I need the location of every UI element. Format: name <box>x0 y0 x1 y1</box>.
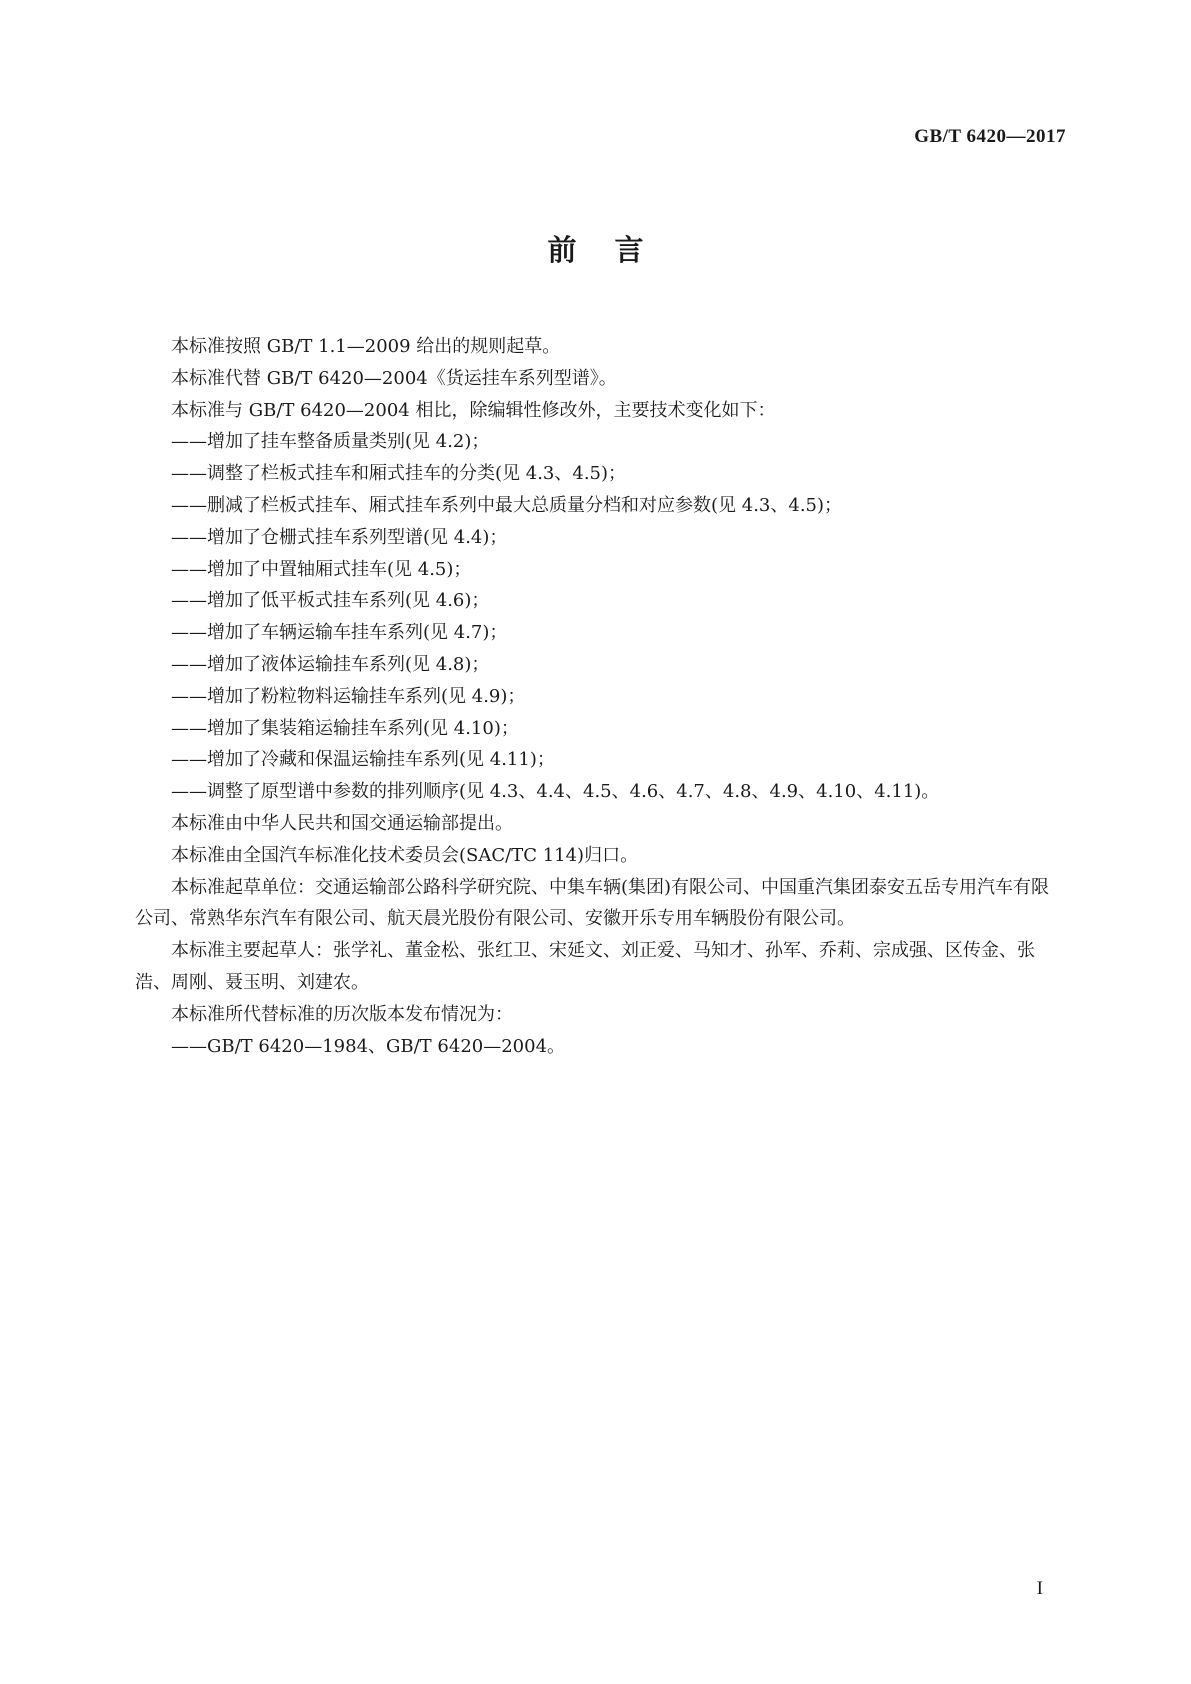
document-body <box>135 331 1059 1062</box>
change-list-item: ——删减了栏板式挂车、厢式挂车系列中最大总质量分档和对应参数(见 4.3、4.5)； <box>171 494 843 516</box>
change-list-item: ——调整了栏板式挂车和厢式挂车的分类(见 4.3、4.5)； <box>171 463 627 485</box>
standard-code: GB/T 6420—2017 <box>914 126 1066 147</box>
paragraph: 本标准代替 GB/T 6420—2004《货运挂车系列型谱》。 <box>171 367 617 389</box>
paragraph: 本标准所代替标准的历次版本发布情况为： <box>171 1003 513 1025</box>
change-list-item: ——调整了原型谱中参数的排列顺序(见 4.3、4.4、4.5、4.6、4.7、4.8、4.9、4.10、4.11)。 <box>171 781 940 803</box>
paragraph: 本标准与 GB/T 6420—2004 相比，除编辑性修改外，主要技术变化如下： <box>171 399 776 421</box>
drafting-units-paragraph: 本标准起草单位：交通运输部公路科学研究院、中集车辆(集团)有限公司、中国重汽集团泰安五岳专用汽车有限公司、常熟华东汽车有限公司、航天晨光股份有限公司、安徽开乐专用车辆股份有限公司。 <box>135 876 1050 930</box>
change-list-item: ——增加了液体运输挂车系列(见 4.8)； <box>171 653 490 675</box>
paragraph: 本标准由全国汽车标准化技术委员会(SAC/TC 114)归口。 <box>171 844 639 866</box>
page-number: I <box>1036 1578 1043 1599</box>
change-list-item: ——增加了车辆运输车挂车系列(见 4.7)； <box>171 622 508 644</box>
change-list-item: ——增加了中置轴厢式挂车(见 4.5)； <box>171 558 472 580</box>
paragraph: 本标准由中华人民共和国交通运输部提出。 <box>171 812 513 834</box>
page-title: 前言 <box>547 233 682 267</box>
version-history-item: ——GB/T 6420—1984、GB/T 6420—2004。 <box>171 1035 566 1057</box>
change-list-item: ——增加了粉粒物料运输挂车系列(见 4.9)； <box>171 685 526 707</box>
drafters-paragraph: 本标准主要起草人：张学礼、董金松、张红卫、宋延文、刘正爱、马知才、孙军、乔莉、宗成强、区传金、张浩、周刚、聂玉明、刘建农。 <box>135 940 1035 993</box>
change-list-item: ——增加了集装箱运输挂车系列(见 4.10)； <box>171 717 519 739</box>
change-list-item: ——增加了低平板式挂车系列(见 4.6)； <box>171 590 490 612</box>
paragraph: 本标准按照 GB/T 1.1—2009 给出的规则起草。 <box>171 336 561 357</box>
change-list-item: ——增加了挂车整备质量类别(见 4.2)； <box>171 431 490 453</box>
change-list-item: ——增加了冷藏和保温运输挂车系列(见 4.11)； <box>171 749 555 771</box>
change-list-item: ——增加了仓栅式挂车系列型谱(见 4.4)； <box>171 526 508 548</box>
